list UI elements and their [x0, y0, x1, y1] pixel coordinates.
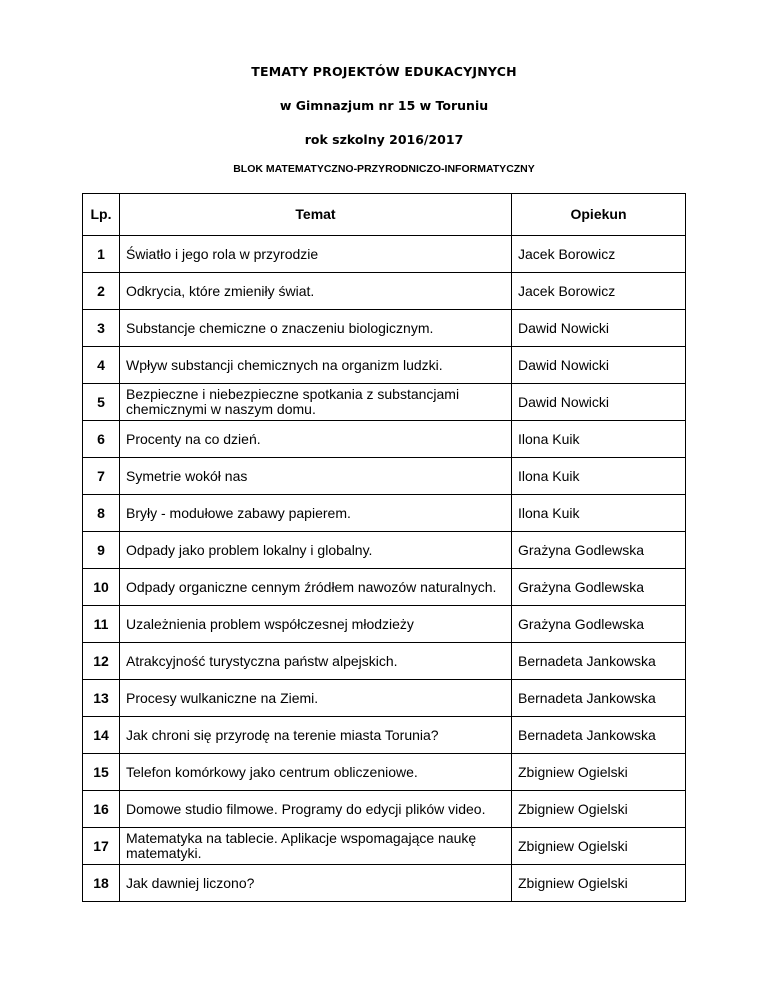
- row-supervisor: Grażyna Godlewska: [512, 569, 686, 606]
- row-topic: Jak dawniej liczono?: [120, 865, 512, 902]
- row-supervisor: Dawid Nowicki: [512, 384, 686, 421]
- row-supervisor: Grażyna Godlewska: [512, 606, 686, 643]
- row-number: 17: [83, 828, 120, 865]
- row-supervisor: Dawid Nowicki: [512, 347, 686, 384]
- table-row: [83, 347, 686, 384]
- row-topic: Domowe studio filmowe. Programy do edycji plików video.: [120, 791, 512, 828]
- row-supervisor: Bernadeta Jankowska: [512, 717, 686, 754]
- row-number: 7: [83, 458, 120, 495]
- table-row: [83, 791, 686, 828]
- row-supervisor: Jacek Borowicz: [512, 273, 686, 310]
- table-row: [83, 384, 686, 421]
- row-supervisor: Bernadeta Jankowska: [512, 643, 686, 680]
- row-topic: Światło i jego rola w przyrodzie: [120, 236, 512, 273]
- row-number: 16: [83, 791, 120, 828]
- row-number: 2: [83, 273, 120, 310]
- row-number: 6: [83, 421, 120, 458]
- table-row: [83, 569, 686, 606]
- row-number: 15: [83, 754, 120, 791]
- table-row: [83, 717, 686, 754]
- school-name: w Gimnazjum nr 15 w Toruniu: [279, 98, 489, 113]
- row-topic: Telefon komórkowy jako centrum obliczeniowe.: [120, 754, 512, 791]
- row-number: 10: [83, 569, 120, 606]
- table-row: [83, 273, 686, 310]
- row-topic: Odpady organiczne cennym źródłem nawozów naturalnych.: [120, 569, 512, 606]
- table-row: [83, 495, 686, 532]
- table-row: [83, 310, 686, 347]
- row-number: 14: [83, 717, 120, 754]
- table-row: [83, 236, 686, 273]
- table-row: [83, 532, 686, 569]
- row-supervisor: Zbigniew Ogielski: [512, 754, 686, 791]
- projects-table: [82, 193, 686, 902]
- table-row: [83, 643, 686, 680]
- row-number: 8: [83, 495, 120, 532]
- table-row: [83, 865, 686, 902]
- block-title: BLOK MATEMATYCZNO-PRZYRODNICZO-INFORMATYCZNY: [233, 163, 535, 175]
- table-row: [83, 421, 686, 458]
- column-header-opiekun: Opiekun: [512, 194, 686, 236]
- row-number: 12: [83, 643, 120, 680]
- row-topic: Bryły - modułowe zabawy papierem.: [120, 495, 512, 532]
- row-supervisor: Zbigniew Ogielski: [512, 865, 686, 902]
- row-supervisor: Jacek Borowicz: [512, 236, 686, 273]
- row-supervisor: Zbigniew Ogielski: [512, 791, 686, 828]
- row-topic: Bezpieczne i niebezpieczne spotkania z substancjami chemicznymi w naszym domu.: [120, 384, 512, 421]
- row-number: 3: [83, 310, 120, 347]
- row-supervisor: Ilona Kuik: [512, 495, 686, 532]
- row-number: 9: [83, 532, 120, 569]
- row-topic: Matematyka na tablecie. Aplikacje wspomagające naukę matematyki.: [120, 828, 512, 865]
- row-supervisor: Ilona Kuik: [512, 421, 686, 458]
- row-supervisor: Ilona Kuik: [512, 458, 686, 495]
- school-year: rok szkolny 2016/2017: [304, 132, 464, 147]
- row-topic: Jak chroni się przyrodę na terenie miasta Torunia?: [120, 717, 512, 754]
- row-number: 4: [83, 347, 120, 384]
- row-number: 13: [83, 680, 120, 717]
- row-number: 18: [83, 865, 120, 902]
- column-header-temat: Temat: [120, 194, 512, 236]
- row-number: 11: [83, 606, 120, 643]
- row-topic: Procenty na co dzień.: [120, 421, 512, 458]
- row-supervisor: Dawid Nowicki: [512, 310, 686, 347]
- row-topic: Uzależnienia problem współczesnej młodzieży: [120, 606, 512, 643]
- row-supervisor: Bernadeta Jankowska: [512, 680, 686, 717]
- row-topic: Symetrie wokół nas: [120, 458, 512, 495]
- row-topic: Odpady jako problem lokalny i globalny.: [120, 532, 512, 569]
- table-row: [83, 606, 686, 643]
- row-topic: Atrakcyjność turystyczna państw alpejskich.: [120, 643, 512, 680]
- column-header-lp: Lp.: [83, 194, 120, 236]
- row-number: 5: [83, 384, 120, 421]
- row-topic: Procesy wulkaniczne na Ziemi.: [120, 680, 512, 717]
- row-supervisor: Grażyna Godlewska: [512, 532, 686, 569]
- table-row: [83, 828, 686, 865]
- row-supervisor: Zbigniew Ogielski: [512, 828, 686, 865]
- document-title: TEMATY PROJEKTÓW EDUKACYJNYCH: [251, 64, 517, 79]
- row-topic: Wpływ substancji chemicznych na organizm ludzki.: [120, 347, 512, 384]
- row-topic: Substancje chemiczne o znaczeniu biologicznym.: [120, 310, 512, 347]
- row-topic: Odkrycia, które zmieniły świat.: [120, 273, 512, 310]
- row-number: 1: [83, 236, 120, 273]
- table-row: [83, 458, 686, 495]
- table-row: [83, 680, 686, 717]
- table-row: [83, 754, 686, 791]
